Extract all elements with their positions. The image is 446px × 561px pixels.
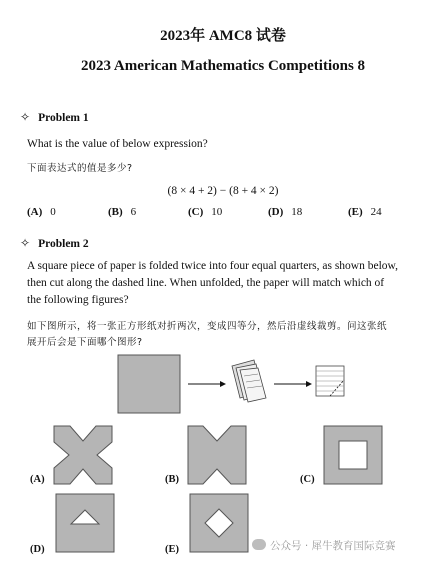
choice-e-label: (E): [348, 206, 363, 218]
star-icon: ✧: [20, 110, 31, 124]
choice-c-label: (C): [188, 206, 204, 218]
star-icon: ✧: [20, 236, 31, 250]
folded-quarter-icon: [316, 366, 344, 396]
problem1-expression: (8 × 4 + 2) − (8 + 4 × 2): [167, 185, 279, 197]
problem1-question-en: What is the value of below expression?: [27, 138, 208, 150]
arrow-icon: [188, 381, 226, 387]
choice-c-value: 10: [211, 206, 223, 218]
problem2-question-en-line3: the following figures?: [27, 294, 129, 306]
folding-diagram: [0, 352, 446, 416]
problem2-question-en-line2: then cut along the dashed line. When unfolded, the paper will match which of: [27, 277, 385, 289]
choice-c[interactable]: [188, 206, 222, 218]
option-a-figure[interactable]: [52, 424, 114, 486]
problem1-heading-text: Problem 1: [38, 112, 89, 124]
option-b-label: (B): [165, 474, 179, 485]
watermark-text: 公众号 · 犀牛教育国际竞赛: [270, 540, 396, 552]
choice-d-value: 18: [291, 206, 303, 218]
choice-d[interactable]: [268, 206, 302, 218]
option-d-figure[interactable]: [54, 492, 116, 554]
choice-b-label: (B): [108, 206, 123, 218]
choice-d-label: (D): [268, 206, 284, 218]
problem1-heading: [20, 110, 89, 125]
option-b-figure[interactable]: [186, 424, 248, 486]
problem2-question-en-line1: A square piece of paper is folded twice into four equal quarters, as shown below,: [27, 260, 398, 272]
choice-e[interactable]: [348, 206, 382, 218]
problem1-question-cn: 下面表达式的值是多少?: [27, 163, 133, 174]
choice-a-label: (A): [27, 206, 43, 218]
arrow-icon: [274, 381, 312, 387]
page-title-cn: 2023年 AMC8 试卷: [160, 28, 286, 44]
choice-b-value: 6: [130, 206, 137, 218]
square-paper: [118, 355, 180, 413]
choice-b[interactable]: [108, 206, 136, 218]
choice-e-value: 24: [370, 206, 382, 218]
problem2-question-cn: [27, 319, 387, 351]
page-title-en: 2023 American Mathematics Competitions 8: [80, 58, 366, 74]
option-d-label: (D): [30, 544, 45, 555]
problem2-question-cn-line2: 展开后会是下面哪个图形?: [27, 337, 143, 348]
problem2-question-en: [27, 258, 398, 309]
problem2-question-cn-line1: 如下图所示，将一张正方形纸对折两次，变成四等分，然后沿虚线裁剪。问这张纸: [27, 321, 388, 332]
problem2-heading-text: Problem 2: [38, 238, 89, 250]
watermark: [252, 538, 396, 553]
option-c-figure[interactable]: [322, 424, 384, 486]
option-a-label: (A): [30, 474, 45, 485]
option-e-figure[interactable]: [188, 492, 250, 554]
folded-paper-icon: [232, 360, 266, 402]
choice-a[interactable]: [27, 206, 56, 218]
problem2-heading: [20, 236, 89, 251]
wechat-icon: [252, 539, 266, 550]
option-e-label: (E): [165, 544, 179, 555]
option-c-label: (C): [300, 474, 315, 485]
choice-a-value: 0: [50, 206, 56, 218]
